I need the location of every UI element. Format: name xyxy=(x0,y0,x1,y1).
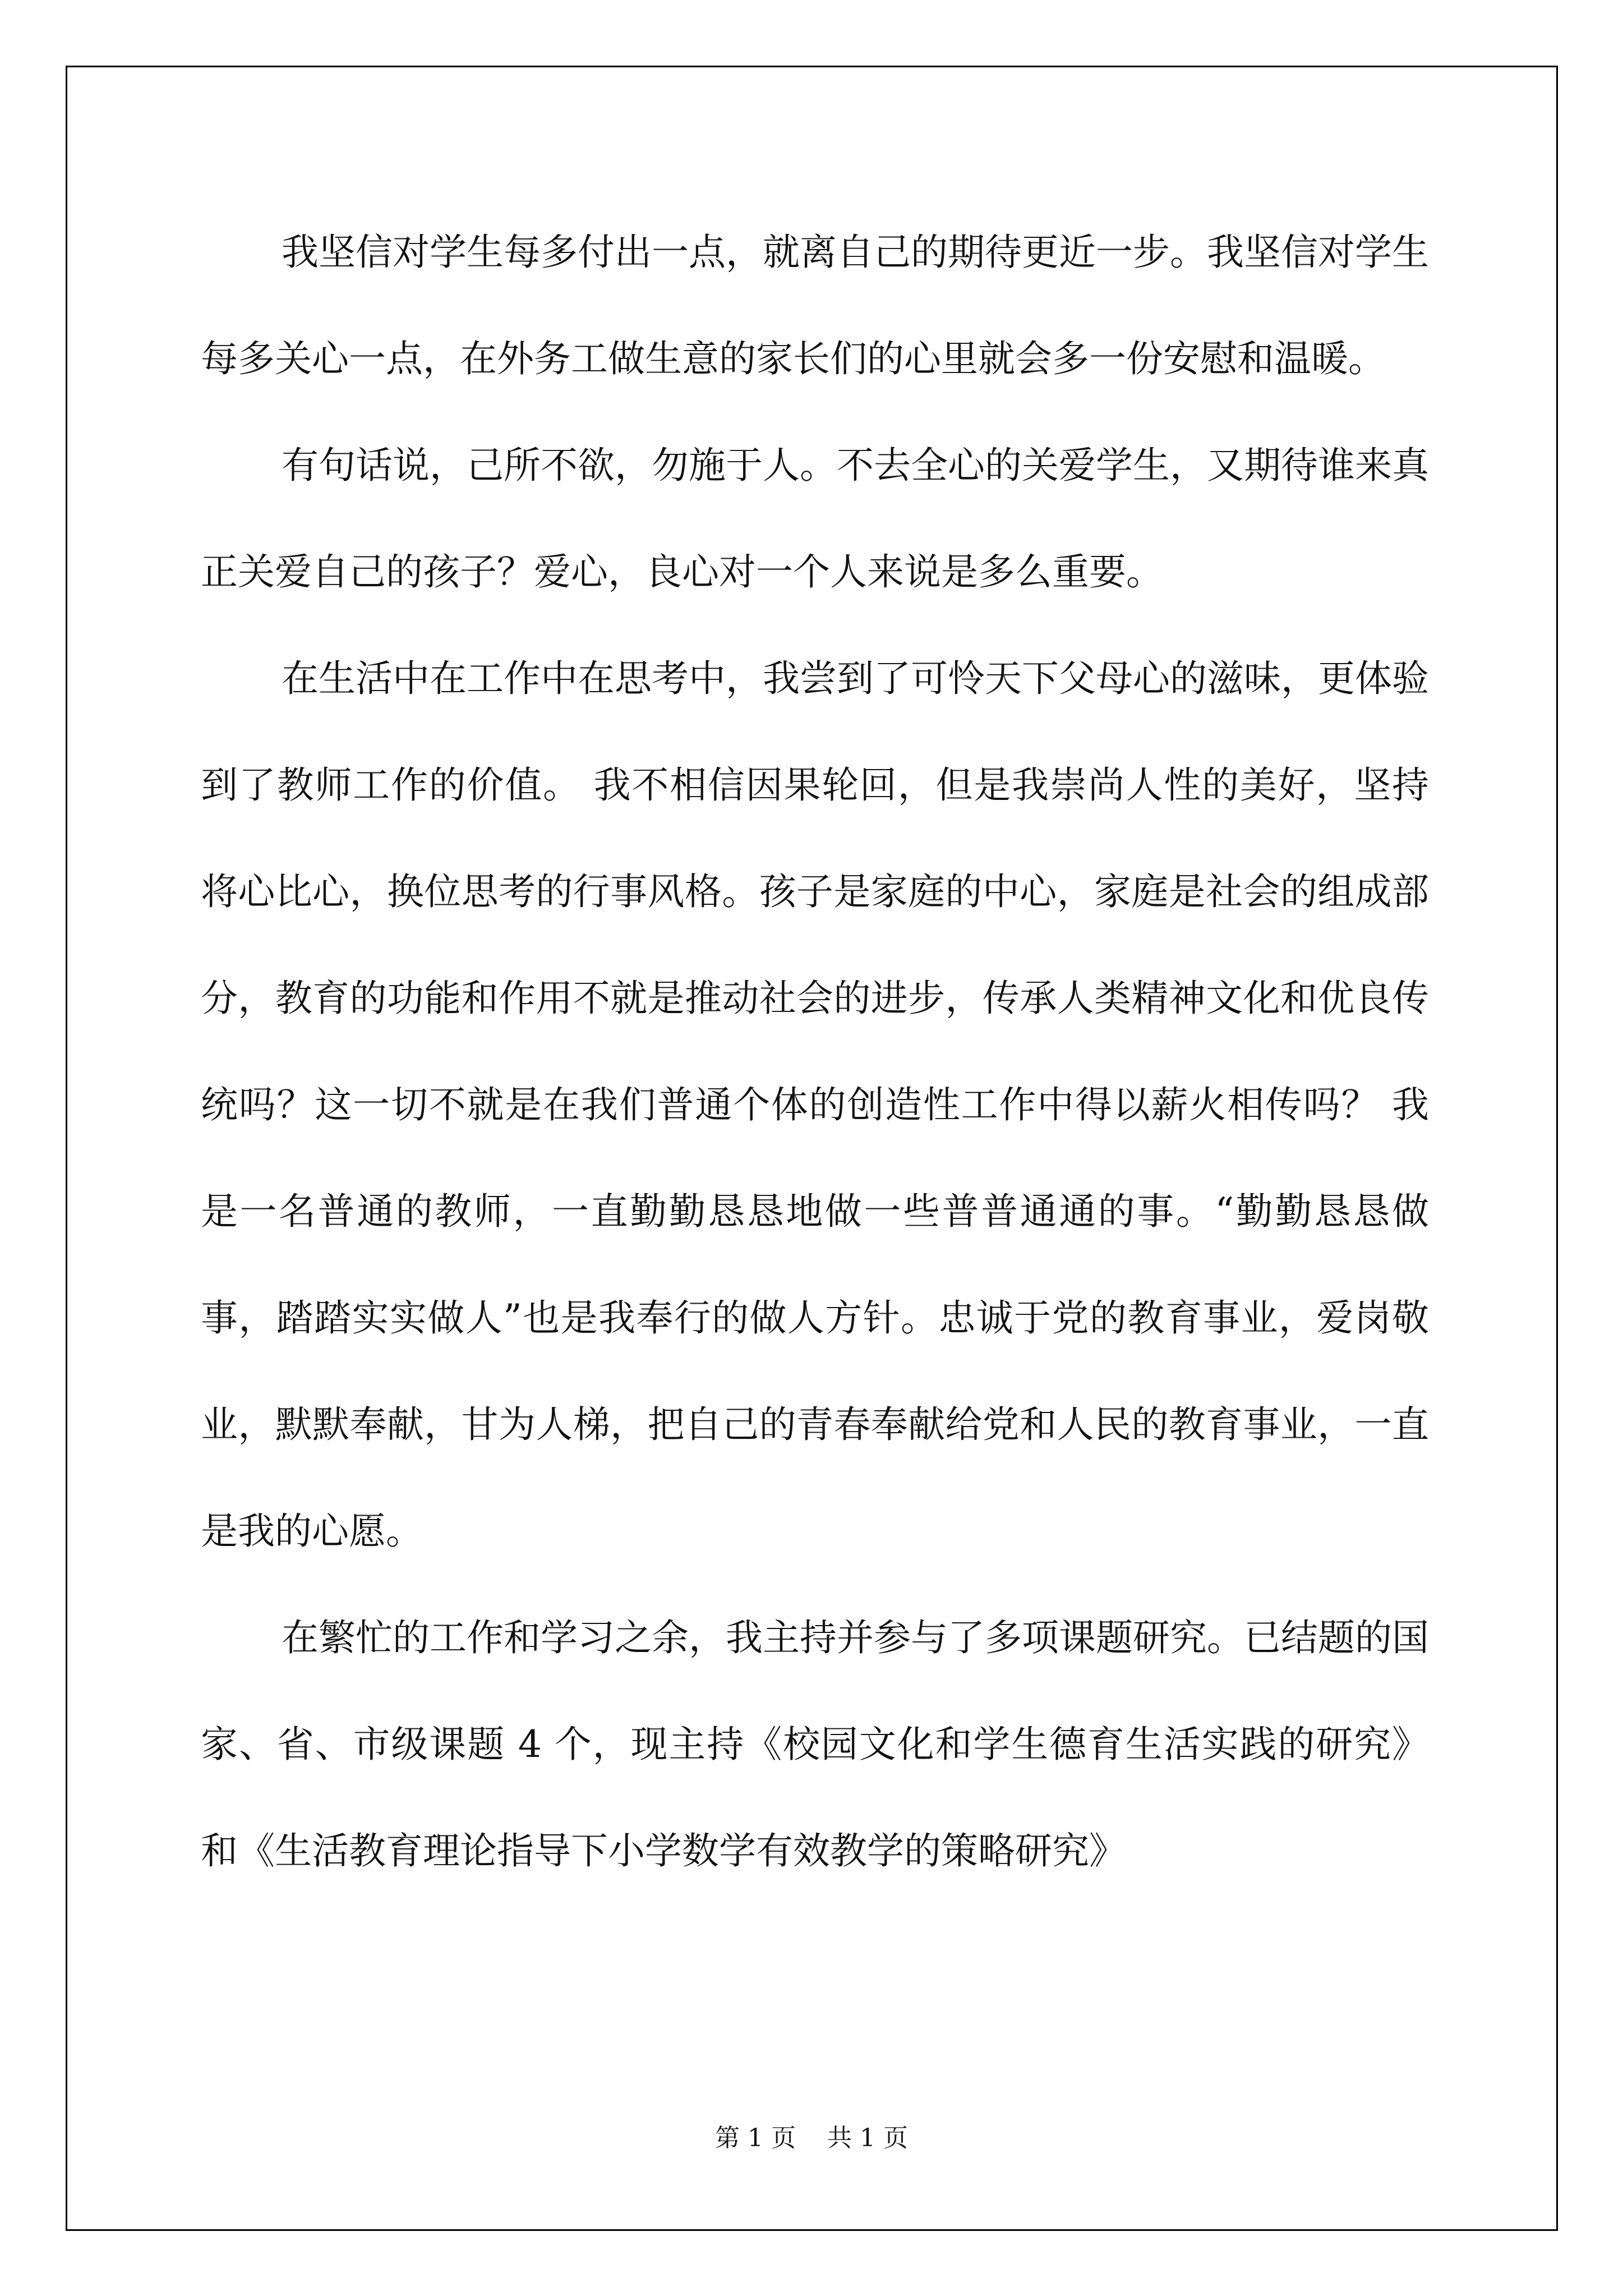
document-body xyxy=(201,199,1429,1904)
paragraph-4: 在繁忙的工作和学习之余，我主持并参与了多项课题研究。已结题的国家、省、市级课题 4 个，现主持《校园文化和学生德育生活实践的研究》和《生活教育理论指导下小学数学有效教学的策略研究》 xyxy=(201,1616,1429,1872)
page-footer: 第 1 页 共 1 页 xyxy=(715,2124,908,2152)
paragraph-1: 我坚信对学生每多付出一点，就离自己的期待更近一步。我坚信对学生每多关心一点，在外务工做生意的家长们的心里就会多一份安慰和温暖。 xyxy=(201,231,1429,380)
paragraph-3: 在生活中在工作中在思考中，我尝到了可怜天下父母心的滋味，更体验到了教师工作的价值。 我不相信因果轮回，但是我崇尚人性的美好，坚持将心比心，换位思考的行事风格。孩子是家庭的中心，家庭是社会的组成部分，教育的功能和作用不就是推动社会的进步，传承人类精神文化和优良传统吗？这一切不就是在我们普通个体的创造性工作中得以薪火相传吗？ 我是一名普通的教师，一直勤勤恳恳地做一些普普通通的事。“勤勤恳恳做事，踏踏实实做人”也是我奉行的做人方针。忠诚于党的教育事业，爱岗敬业，默默奉献，甘为人梯，把自己的青春奉献给党和人民的教育事业，一直是我的心愿。 xyxy=(201,657,1429,1553)
paragraph-2: 有句话说，己所不欲，勿施于人。不去全心的关爱学生，又期待谁来真正关爱自己的孩子？爱心，良心对一个人来说是多么重要。 xyxy=(201,444,1429,593)
